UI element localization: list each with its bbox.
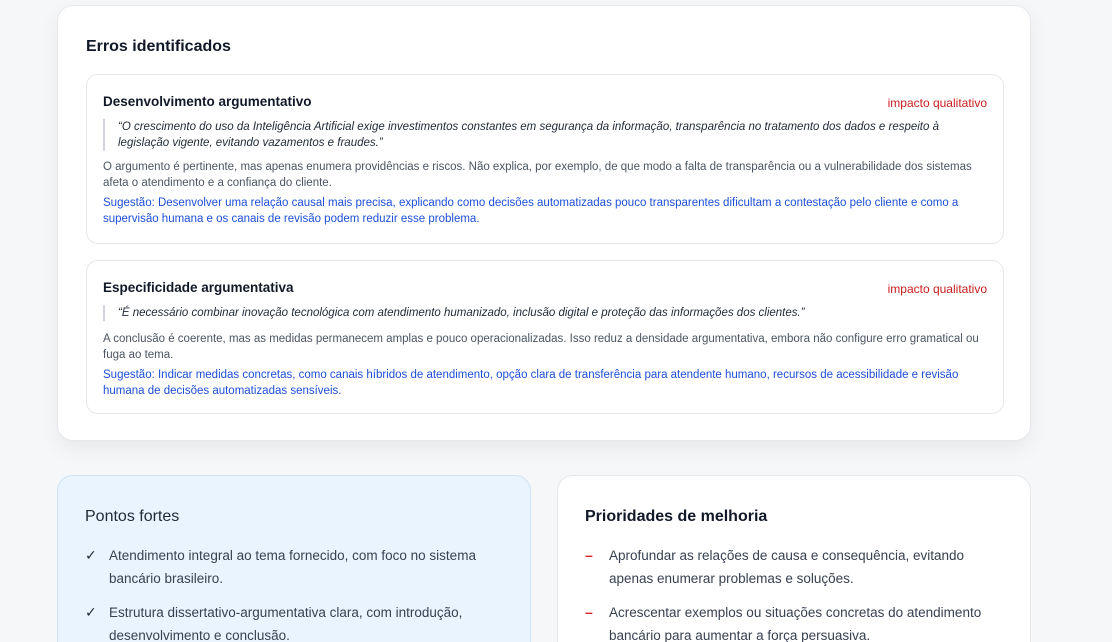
priority-text: Aprofundar as relações de causa e consequência, evitando apenas enumerar problemas e soluções.: [609, 548, 964, 586]
priorities-card: [557, 475, 1031, 642]
impact-badge: impacto qualitativo: [887, 282, 987, 296]
error-suggestion: Sugestão: Indicar medidas concretas, como canais híbridos de atendimento, opção clara de transferência para atendente humano, recursos de acessibilidade e revisão humana de decisões automatizadas sensíveis.: [103, 369, 959, 397]
strengths-card: [57, 475, 531, 642]
check-icon: ✓: [85, 547, 97, 563]
strengths-list: [85, 544, 500, 642]
error-title: Especificidade argumentativa: [103, 280, 294, 295]
list-item: [585, 601, 1000, 642]
error-title: Desenvolvimento argumentativo: [103, 94, 312, 109]
priorities-title: Prioridades de melhoria: [585, 508, 768, 525]
check-icon: ✓: [85, 604, 97, 620]
dash-icon: –: [585, 547, 593, 563]
error-item: [86, 74, 1004, 244]
errors-title: Erros identificados: [86, 38, 231, 55]
error-explanation: A conclusão é coerente, mas as medidas permanecem amplas e pouco operacionalizadas. Isso reduz a densidade argumentativa, embora não configure erro gramatical ou fuga ao tema.: [103, 333, 979, 361]
list-item: [85, 544, 500, 590]
priorities-list: [585, 544, 1000, 642]
list-item: [85, 601, 500, 642]
error-explanation: O argumento é pertinente, mas apenas enumera providências e riscos. Não explica, por exemplo, de que modo a falta de transparência ou a vulnerabilidade dos sistemas afeta o atendimento e a confiança do cliente.: [103, 161, 972, 189]
strength-text: Atendimento integral ao tema fornecido, com foco no sistema bancário brasileiro.: [109, 548, 476, 586]
dash-icon: –: [585, 604, 593, 620]
error-suggestion: Sugestão: Desenvolver uma relação causal mais precisa, explicando como decisões automatizadas pouco transparentes dificultam a contestação pelo cliente e como a supervisão humana e os canais de revisão podem reduzir esse problema.: [103, 197, 959, 225]
error-quote: “O crescimento do uso da Inteligência Artificial exige investimentos constantes em segurança da informação, transparência no tratamento dos dados e respeito à legislação vigente, evitando vazamentos e fraudes.”: [103, 119, 987, 151]
list-item: [585, 544, 1000, 590]
errors-card: [57, 5, 1031, 441]
priority-text: Acrescentar exemplos ou situações concretas do atendimento bancário para aumentar a força persuasiva.: [609, 605, 982, 642]
strength-text: Estrutura dissertativo-argumentativa clara, com introdução, desenvolvimento e conclusão.: [109, 605, 463, 642]
strengths-title: Pontos fortes: [85, 508, 180, 525]
error-item: [86, 260, 1004, 414]
impact-badge: impacto qualitativo: [887, 96, 987, 110]
error-quote: “É necessário combinar inovação tecnológica com atendimento humanizado, inclusão digital e proteção das informações dos clientes.”: [103, 305, 987, 321]
